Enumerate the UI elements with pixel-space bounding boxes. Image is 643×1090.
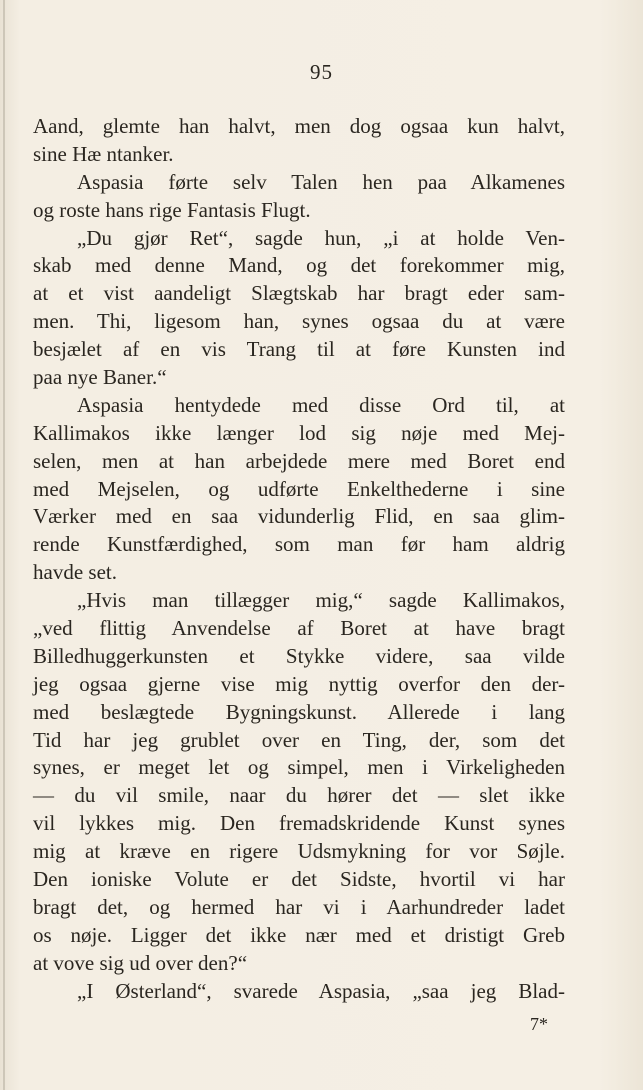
text-line: at vove sig ud over den?“: [33, 950, 248, 975]
text-line: skab med denne Mand, og det forekommer mig,: [33, 253, 565, 278]
text-line: selen, men at han arbejdede mere med Boret end: [33, 448, 565, 473]
text-line: Aand, glemte han halvt, men dog ogsaa kun halvt,: [33, 114, 565, 138]
text-line: Aspasia førte selv Talen hen paa Alkamenes: [77, 169, 565, 194]
text-line: med Mejselen, og udførte Enkelthederne i sine: [33, 476, 565, 501]
text-line: besjælet af en vis Trang til at føre Kunsten ind: [33, 337, 565, 362]
text-line: og roste hans rige Fantasis Flugt.: [33, 197, 311, 222]
binding-edge: [3, 0, 5, 1090]
text-line: paa nye Baner.“: [33, 365, 167, 390]
text-line: — du vil smile, naar du hører det — slet ikke: [33, 783, 565, 808]
text-line: havde set.: [33, 560, 117, 585]
text-line: synes, er meget let og simpel, men i Virkeligheden: [33, 755, 565, 780]
text-line: „Hvis man tillægger mig,“ sagde Kallimakos,: [77, 588, 565, 613]
page-number: 95: [310, 60, 333, 84]
text-line: Aspasia hentydede med disse Ord til, at: [77, 392, 565, 417]
text-line: men. Thi, ligesom han, synes ogsaa du at være: [33, 309, 565, 334]
text-line: os nøje. Ligger det ikke nær med et dristigt Greb: [33, 922, 565, 947]
text-line: Kallimakos ikke længer lod sig nøje med Mej-: [33, 420, 565, 445]
text-line: „ved flittig Anvendelse af Boret at have bragt: [33, 616, 565, 641]
text-line: „I Østerland“, svarede Aspasia, „saa jeg Blad-: [77, 978, 565, 1003]
text-line: Værker med en saa vidunderlig Flid, en saa glim-: [33, 504, 565, 529]
text-line: at et vist aandeligt Slægtskab har bragt eder sam-: [33, 281, 565, 306]
body-text: [33, 113, 565, 1006]
text-line: Billedhuggerkunsten et Stykke videre, saa vilde: [33, 643, 565, 668]
text-line: Tid har jeg grublet over en Ting, der, som det: [33, 727, 565, 752]
signature-mark: 7*: [530, 1014, 548, 1034]
text-line: Den ioniske Volute er det Sidste, hvortil vi har: [33, 867, 565, 892]
text-line: sine Hæ ntanker.: [33, 141, 174, 166]
text-line: med beslægtede Bygningskunst. Allerede i lang: [33, 699, 565, 724]
text-line: jeg ogsaa gjerne vise mig nyttig overfor den der-: [33, 671, 565, 696]
text-line: „Du gjør Ret“, sagde hun, „i at holde Ven-: [77, 225, 565, 250]
text-line: rende Kunstfærdighed, som man før ham aldrig: [33, 532, 565, 557]
text-line: vil lykkes mig. Den fremadskridende Kunst synes: [33, 811, 565, 836]
text-line: bragt det, og hermed har vi i Aarhundreder ladet: [33, 894, 565, 919]
text-line: mig at kræve en rigere Udsmykning for vor Søjle.: [33, 839, 565, 864]
